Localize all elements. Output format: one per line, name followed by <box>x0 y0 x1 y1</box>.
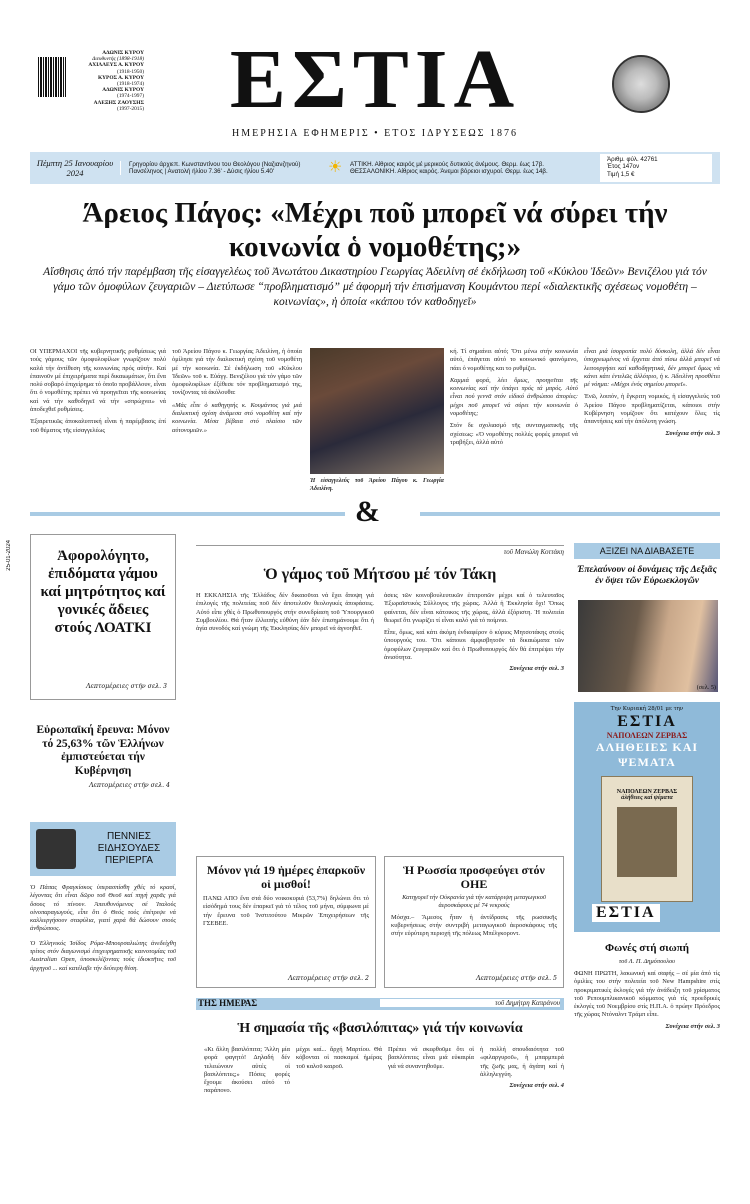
day-col-4 <box>480 1046 564 1090</box>
russia-box <box>384 856 564 988</box>
continued-link[interactable]: Λεπτομέρειες στήν σελ. 3 <box>86 683 167 690</box>
box-title: Ἀφορολόγητο, ἐπιδόματα γάμου καί μητρότητος καί γονικές ἄδειες στούς ΛΟΑΤΚΙ <box>40 548 166 636</box>
book-cover <box>601 776 693 902</box>
left-box-survey <box>30 720 176 806</box>
main-col-4 <box>584 348 720 438</box>
weather-thessaloniki: ΘΕΣΣΑΛΟΝΙΚΗ. Αίθριος καιρός. Άνεμοι βόρειοι ισχυροί. Θερμ. έως 14β. <box>350 168 548 175</box>
main-text: Ἐξαιρετικῶς ἀποκαλυπτική εἶναι ἡ παρέμβασις ἐπί τοῦ θέματος τῆς εἰσαγγελέως <box>30 418 166 434</box>
issue-price: Τιμή 1,5 € <box>607 170 635 178</box>
founder-years: (1918-1974) <box>117 81 144 88</box>
story-text: Η ΕΚΚΛΗΣΙΑ τῆς Ἑλλάδος δέν δικαιοῦται νά ἔχει ἄποψη γιά ἐπιλογές τῆς πολιτείας ποῦ δέν ἀποτελοῦν θεολογικές ἀποφάσεις. Αὐτό εἶπε χθές ὁ Πρωθυπουργός στήν συνεδρίαση τοῦ Ὑπουργικοῦ Συμβουλίου. Θά ἤταν ἐλλειπής εὐθύνη ἐάν δέν ἐπισημάνουμε ὅτι ἡ ἁγία συνοδός καί γνώμη τῆς Ἐκκλησίας δέν μπορεῖ νά ἀγνοηθεῖ. <box>196 592 374 633</box>
promo-brand: ΕΣΤΙΑ <box>617 713 677 730</box>
weather-attica: ΑΤΤΙΚΗ. Αίθριος καιρός μέ μερικούς δυτικούς άνέμους. Θερμ. έως 17β. <box>350 160 545 168</box>
column-body: ΦΩΝΗ ΠΡΩΤΗ, λακωνική καί σαφής – σέ μία ἀπό τίς ὁμιλίες του στήν πολιτεία τοῦ New Hampshire στίς προκριματικές ἐκλογές γιά τήν ἀνάδειξη τοῦ χρίσματος τοῦ Ρεπουμπλικανικοῦ κόμματος γιά τίς προεδρικές ἐκλογές τοῦ Νοεμβρίου στίς Η.Π.Α. ὁ πρώην Πρόεδρος τῆς χώρας Ντόναλντ Τράμπ εἶπε. <box>574 970 720 1019</box>
news-text: Ὁ Πάπας Φραγκίσκος ὑπερασπίσθη χθές τό κρασί, λέγοντας ὅτι εἶναι δῶρο τοῦ Θεοῦ καί πηγή χαρᾶς γιά ὅσους τό πίνουν. Ἀπευθυνόμενος σέ Ἰταλούς οἰνοπαραγωγούς, εἶπε ὅτι ὁ Θεός τούς ἐπέτρεψε νά καλλιεργήσουν σταφύλια, γιατί χαρά θά δώσουν στούς ἀνθρώπους. <box>30 884 176 933</box>
main-col-1 <box>30 348 166 435</box>
promo-title: ΑΛΗΘΕΙΕΣ ΚΑΙ ΨΕΜΑΤΑ <box>595 740 699 769</box>
main-col-3 <box>450 348 578 447</box>
box-text: Μόσχα.– Ἄμεσος ἦταν ἡ ἀντίδρασις τῆς ρωσσικῆς κυβερνήσεως στήν συντριβή μεταγωγικοῦ ἀεροσκάφους τῆς στήν εὐρύτερη περιοχή τῆς πόλεως Μπέλγκοροντ. <box>391 913 557 938</box>
promo-date: Την Κυριακή 28/01 με την <box>610 706 684 712</box>
box-title: Μόνον γιά 19 ἡμέρες ἐπαρκοῦν οἱ μισθοί! <box>206 863 366 891</box>
photo-caption: Ἡ εἰσαγγελεύς τοῦ Ἀρείου Πάγου κ. Γεωργία Ἀδειλίνη. <box>310 478 444 493</box>
column-text <box>574 970 720 1031</box>
founder-years: (1918-1950) <box>117 68 144 75</box>
founder-years: Διευθυντής (1898-1918) <box>92 56 144 63</box>
founder-name: ΑΧΙΛΛΕΥΣ Α. ΚΥΡΟΥ <box>88 62 144 69</box>
main-text: «Μάς εἶπε ὁ καθηγητής κ. Κουμάντος γιά μιά διαλεκτική σχέση ἀνάμεσα στό νομοθέτη καί τήν κοινωνία. Μέσα βέβαια στό πλαίσιο τῶν αὐτονομιῶν.» <box>172 401 302 434</box>
cover-subtitle: ἀλήθειες καί ψέματα <box>621 795 673 801</box>
main-lead: Αἴσθησις ἀπό τήν παρέμβαση τῆς εἰσαγγελέως τοῦ Ἀνωτάτου Δικαστηρίου Γεωργίας Ἀδειλίνη σέ ἐκδήλωση τοῦ «Κύκλου Ἰδεῶν» Βενιζέλου γιά τόν γάμο τῶν ὁμοφύλων ζευγαριῶν – Διετύπωσε “προβληματισμό” μέ ἀφορμή τήν ἐπισήμανση Κουμάντου περί «διαλεκτικῆς σχέσεως νομοθέτη – κοινωνίας», ἡ ὁποία «κάπου τόν καθοδηγεῖ» <box>43 266 707 308</box>
rule <box>196 545 564 546</box>
promo-brand-bottom: ΕΣΤΙΑ <box>592 904 660 922</box>
main-text: Στόν δε σχολιασμό τῆς συνταγματικῆς τῆς σχέσεως: «Ὁ νομοθέτης πολλές φορές μπορεῖ νά τραβήξει, ἀλλά αὐτό <box>450 422 578 446</box>
news-text: Ὁ Ἐλληνικός Ἰσίδος Ρόμα-Μπουρσαλιώτης ἀνεδείχθη τρίτος στόν διαγωνισμό ἐπιχειρηματικῆς καινοτομίας τοῦ Australian Open, ὑποσκελίζοντας τούς ἰδιοκτῆτες τοῦ ἀρχηγοῦ ... καί κατέλαβε τήν δεύτερη θέση. <box>30 939 176 972</box>
weather <box>346 161 598 176</box>
sun-icon: ☀ <box>328 159 343 177</box>
main-headline: Άρειος Πάγος: «Μέχρι ποῦ μπορεῖ νά σύρει τήν κοινωνία ὁ νομοθέτης;» <box>82 197 668 263</box>
founder-name: ΑΔΩΝΙΣ ΚΥΡΟΥ <box>102 50 144 56</box>
side-date: 25-01-2024 <box>6 540 12 571</box>
continued-link[interactable]: Λεπτομέρειες στήν σελ. 4 <box>89 782 170 789</box>
main-text: κή. Τί σημαίνει αὐτό; Ὅτι μένω στήν κοινωνία αὐτό, ἐπάγεται αὐτό το κοινωνικό φαινόμενο, πάει ὁ νομοθέτης και το ρυθμίζει. <box>450 348 578 372</box>
main-text: Καμμιά φορά, λέει ὅμως, προηγεῖται τῆς κοινωνίας καί τήν ὑπάγει πρός τά μπρός. Αὐτό εἶναι πού γεννᾶ στόν εἰδικό ἀνθρώπου ἀπορίες: μέχρι ποῦ μπορεῖ νά σύρει τήν κοινωνία ὁ νομοθέτης; <box>450 376 578 418</box>
politicians-photo <box>578 600 718 692</box>
box-title: Εὐρωπαϊκή ἔρευνα: Μόνον τό 25,63% τῶν Ἑλλήνων ἐμπιστεύεται τήν Κυβέρνηση <box>36 724 170 777</box>
founders-list <box>34 50 144 112</box>
story-text: ἀσεις τῶν κοινοβουλευτικῶν ἐπιτροπῶν μέχρι καί ὁ τελευταῖος Ἐξωραϊστικός Σύλλογος τῆς χώρας. Ἀλλά ἡ Ἐκκλησία ὄχι! Ὅπως φαίνεται, δέν εἶναι κάτοικος τῆς χώρας, ἀλλά ἐξόριστη. Ἡ πολιτεία θεωρεῖ ὅτι γνωρίζει τί εἶναι καλό γιά τό ποίμνιο. <box>384 592 564 624</box>
news-icon <box>36 829 76 869</box>
day-col-1: «Κι ἄλλη βασιλόπιτα; Ἄλλη μία φορά φαγητό! Δηλαδή δέν τελειώνουν αὐτές οἱ βασιλόπιτες;» Πόσες φορές ἔχουμε ἀκούσει αὐτό τό παράπονο. <box>204 1046 290 1095</box>
issue-number: Άριθμ. φύλ. 42761 <box>607 156 658 163</box>
founder-years: (1997-2015) <box>117 105 144 112</box>
main-col-2 <box>172 348 302 435</box>
continued-link[interactable]: Λεπτομέρειες στήν σελ. 5 <box>476 975 557 982</box>
newspaper-subtitle: ΗΜΕΡΗΣΙΑ ΕΦΗΜΕΡΙΣ • ΕΤΟΣ ΙΔΡΥΣΕΩΣ 1876 <box>232 128 518 139</box>
main-text: ΟΙ ΥΠΕΡΜΑΧΟΙ τῆς κυβερνητικῆς ρυθμίσεως γιά τούς γάμους τῶν ὁμοφυλοφίλων γνωρίζουν πολύ καλά τήν ἀντίθεση τῆς κοινωνίας πρός αὐτήν. Καί ἐπαινοῦν μέ ἐπιχειρήματα περί δικαιωμάτων, ὅτι ἕνα πολύ σοβαρό ἐπιχείρημα τό ὁποῖο προβάλλουν, εἶναι ὅτι ὁ νομοθέτης πρέπει νά προηγεῖται τῆς κοινωνίας καί νά τήν καθοδηγεῖ νά τήν «σπρώχνει» νά ἀποδεχθεῖ ρυθμίσεις. <box>30 348 166 414</box>
column-title: Φωνές στή σιωπή <box>605 942 689 954</box>
cover-image <box>617 807 677 877</box>
promo-author: ΝΑΠΟΛΕΩΝ ΖΕΡΒΑΣ <box>606 731 688 740</box>
continued-link[interactable]: Λεπτομέρειες στήν σελ. 2 <box>288 975 369 982</box>
prosecutor-photo <box>310 348 444 474</box>
recommend-teaser[interactable]: Ἐπελαύνουν οἱ δυνάμεις τῆς Δεξιᾶς ἐν ὄψει τῶν Εὐρωεκλογῶν <box>577 565 717 586</box>
issue-date: Πέμπτη 25 Ιανουαρίου 2024 <box>36 158 114 178</box>
founder-name: ΑΛΕΞΗΣ ΖΑΟΥΣΗΣ <box>93 99 144 106</box>
day-title: Ἡ σημασία τῆς «βασιλόπιτας» γιά τήν κοινωνία <box>237 1021 523 1036</box>
seal-icon <box>612 55 670 113</box>
continued-link[interactable]: Συνέχεια στήν σελ. 4 <box>509 1082 564 1090</box>
story-text: Εἶπε, ὅμως, καί κάτι ἀκόμη ἐνδιαφέρον ὁ κύριος Μητσοτάκης στούς ὑπουργούς του. Ὅτι κάποιοι ἀμφισβητοῦν τά δικαιώματα τῶν ὁμοφύλων ζευγαριῶν καί ὅτι ὁ Πρωθυπουργός δέν θά ἐπιτρέψει τήν ἀνισότητα. <box>384 629 564 662</box>
column-byline: τοῦ Λ. Π. Δημόπουλου <box>618 958 676 965</box>
founder-name: ΑΔΩΝΙΣ ΚΥΡΟΥ <box>102 87 144 94</box>
story-title: Ὁ γάμος τοῦ Μήτσου μέ τόν Τάκη <box>263 566 497 583</box>
saints-sun: Γρηγορίου άρχιεπ. Κωνσταντίνου του Θεολόγου (Ναζιανζηνού) Πανσέληνος | Ανατολή ήλίου 7.36' - Δύσις ήλίου 5.40' <box>120 161 320 176</box>
book-promo[interactable] <box>574 702 720 932</box>
ampersand-icon: & <box>355 495 380 528</box>
main-text: Ἐνῶ, λοιπόν, ἡ ἔγκριτη νομικός, ἡ εἰσαγγελεύς τοῦ Ἀρείου Πάγου προβληματίζεται, κάποιοι στήν Κυβέρνηση νομίζουν ὅτι κατέχουν ὅλες τίς ἀπαντήσεις καί τήν ἀπόλυτη γνώση. <box>584 393 720 426</box>
section-label: ΤΗΣ ΗΜΕΡΑΣ <box>198 998 258 1008</box>
founder-name: ΚΥΡΟΣ Α. ΚΥΡΟΥ <box>97 74 144 81</box>
page-ref: (σελ. 5) <box>696 684 716 691</box>
cover-title: ΝΑΠΟΛΕΩΝ ΖΕΡΒΑΣ <box>616 789 678 795</box>
story-col-1 <box>196 592 374 633</box>
day-col-2: μέχρι καί... ἄρχή Μαρτίου. Θά κόβονται οἱ πασκαμοί ἡμέρας τοῦ καλοῦ καιροῦ. <box>296 1046 382 1070</box>
main-text: τοῦ Ἀρείου Πάγου κ. Γεωργίας Ἀδειλίνη, ἡ ὁποία ὁμίλησε γιά τήν διαλεκτική σχέση τοῦ νομοθέτη μέ τήν κοινωνία. Σέ ἐκδήλωση τοῦ «Κύκλου Ἰδεῶν» τοῦ κ. Εὐάγγ. Βενιζέλου γιά τόν γάμο τῶν ὁμοφυλοφίλων ἐξέθεσε τόν προβληματισμό της, τονίζοντας τά ἀκόλουθα: <box>172 348 302 397</box>
byline: τοῦ Δημήτρη Καπράνου <box>380 999 560 1007</box>
box-title: Ἡ Ρωσσία προσφεύγει στόν ΟΗΕ <box>403 863 545 891</box>
continued-link[interactable]: Συνέχεια στήν σελ. 3 <box>509 665 564 673</box>
byline: τοῦ Μανώλη Κοττάκη <box>503 548 564 556</box>
day-text: ἡ πολλή σπουδαιότητα τοῦ «φιλαργυροῦ», ἡ μπαρμπερά τῆς ζωῆς μας, ἡ ἀγάπη καί ἡ ἀλληλεγγύη. <box>480 1046 564 1078</box>
continued-link[interactable]: Συνέχεια στήν σελ. 3 <box>665 1022 720 1030</box>
day-col-3: Πρέπει νά σκεφθοῦμε ὅτι οἱ βασιλόπιτες εἶναι μιά εὐκαιρία γιά νά συναντηθοῦμε. <box>388 1046 474 1070</box>
newspaper-title: ΕΣΤΙΑ <box>229 33 521 126</box>
left-box-news <box>30 822 176 876</box>
story-col-2 <box>384 592 564 674</box>
issue-year: Έτος 147ον <box>607 163 640 171</box>
continued-link[interactable]: Συνέχεια στήν σελ. 3 <box>665 429 720 437</box>
left-news-text <box>30 884 176 973</box>
salaries-box <box>196 856 376 988</box>
box-subtitle: Κατηγορεῖ τήν Οὐκρανία γιά τήν κατάρριψη μεταγωγικοῦ ἀεροσκάφους μέ 74 νεκρούς <box>402 894 546 910</box>
issue-info <box>600 154 712 182</box>
founder-years: (1974-1997) <box>117 93 144 100</box>
info-bar <box>30 152 720 184</box>
box-text: ΠΑΝΩ ΑΠΟ ἕνα στά δύο νοικοκυριά (53,7%) δηλώνει ὅτι τό εἰσόδημά τους δέν ἐπαρκεῖ γιά τό τέλος τοῦ μήνα, σύμφωνα μέ τήν ἔρευνα τοῦ Ἰνστιτούτου Μικρῶν Ἐπιχειρήσεων τῆς ΓΣΕΒΕΕ. <box>203 895 369 927</box>
main-text: εἶναι μιά ἰσορροπία πολύ δύσκολη, ἀλλά δέν εἶναι ὑποχρεωμένος νά ἔρχεται ἀπό πίσω ἀλλά μπορεῖ νά λειτουργήσει καί καθοδηγητικά, δέν μπορεῖ ὅμως νά κάνει κάτι ἐντελῶς ἀλλότριο, ἡ κ. Ἀδειλίνη προσθέτει μέ νόημα: «Μέχρι ἐνός σημείου μπορεῖ». <box>584 348 720 389</box>
left-box-loatki <box>30 534 176 700</box>
recommend-header: ΑΞΙΖΕΙ ΝΑ ΔΙΑΒΑΣΕΤΕ <box>574 543 720 559</box>
box-title: ΠΕΝΝΙΕΣ ΕΙΔΗΣΟΥΔΕΣ ΠΕΡΙΕΡΓΑ <box>97 831 161 866</box>
